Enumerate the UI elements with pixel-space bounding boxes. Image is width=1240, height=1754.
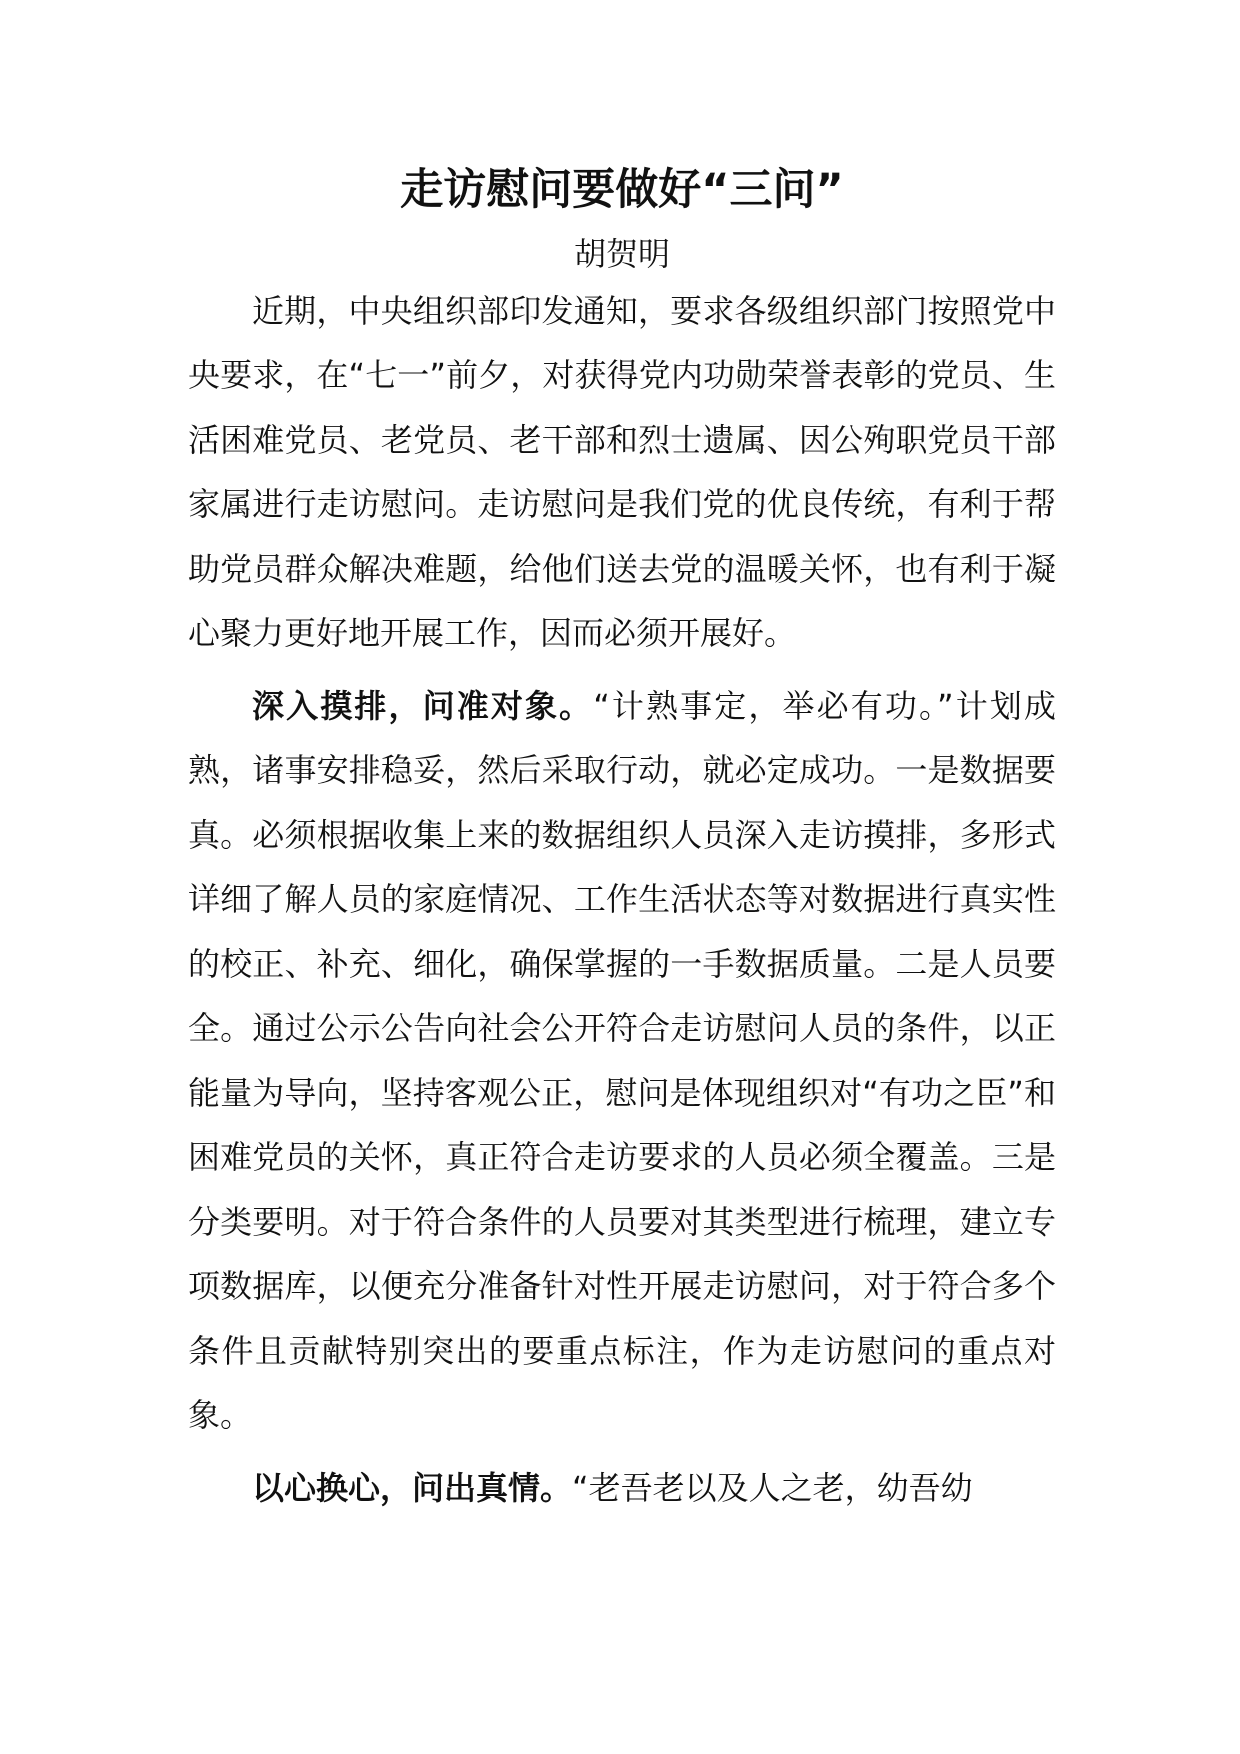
paragraph-text: “计熟事定，举必有功。”计划成熟，诸事安排稳妥，然后采取行动，就必定成功。一是数据要真。必须根据收集上来的数据组织人员深入走访摸排，多形式详细了解人员的家庭情况、工作生活状态等对数据进行真实性的校正、补充、细化，确保掌握的一手数据质量。二是人员要全。通过公示公告向社会公开符合走访慰问人员的条件，以正能量为导向，坚持客观公正，慰问是体现组织对“有功之臣”和困难党员的关怀，真正符合走访要求的人员必须全覆盖。三是分类要明。对于符合条件的人员要对其类型进行梳理，建立专项数据库，以便充分准备针对性开展走访慰问，对于符合多个条件且贡献特别突出的要重点标注，作为走访慰问的重点对象。 — [188, 686, 1056, 1435]
paragraph-lead: 以心换心，问出真情。 — [252, 1468, 573, 1507]
author-name: 胡贺明 — [573, 234, 670, 273]
paragraph-lead: 深入摸排，问准对象。 — [252, 686, 594, 725]
paragraph-text: “老吾老以及人之老，幼吾幼 — [572, 1468, 973, 1507]
paragraph-section-2 — [188, 1456, 1056, 1521]
document-title: 走访慰问要做好“三问” — [400, 165, 844, 215]
paragraph-intro — [188, 279, 1056, 666]
paragraph-text: 近期，中央组织部印发通知，要求各级组织部门按照党中央要求，在“七一”前夕，对获得党内功勋荣誉表彰的党员、生活困难党员、老党员、老干部和烈士遗属、因公殉职党员干部家属进行走访慰问。走访慰问是我们党的优良传统，有利于帮助党员群众解决难题，给他们送去党的温暖关怀，也有利于凝心聚力更好地开展工作，因而必须开展好。 — [188, 291, 1056, 653]
paragraph-section-1 — [188, 674, 1056, 1448]
document-page — [188, 165, 1056, 1520]
